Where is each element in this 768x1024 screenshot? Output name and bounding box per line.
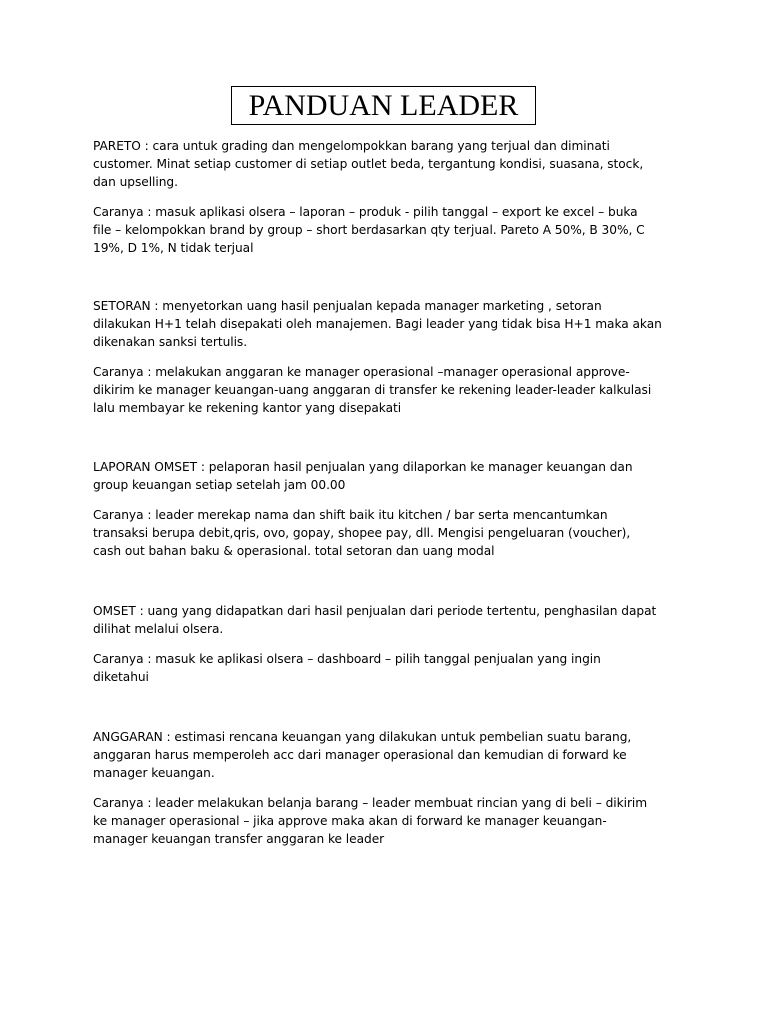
text-line: customer. Minat setiap customer di setiap outlet beda, tergantung kondisi, suasana, stock, [93, 156, 644, 171]
text-line: cash out bahan baku & operasional. total setoran dan uang modal [93, 543, 495, 558]
document-title: PANDUAN LEADER [231, 86, 536, 125]
pareto-definition-paragraph [93, 138, 683, 191]
pareto-steps-paragraph [93, 204, 683, 257]
text-line: file – kelompokkan brand by group – short berdasarkan qty terjual. Pareto A 50%, B 30%, C [93, 222, 645, 237]
text-line: Caranya : masuk ke aplikasi olsera – dashboard – pilih tanggal penjualan yang ingin [93, 652, 601, 666]
text-line: PARETO : cara untuk grading dan mengelompokkan barang yang terjual dan diminati [93, 139, 610, 153]
setoran-definition-paragraph [93, 298, 683, 351]
text-line: Caranya : masuk aplikasi olsera – laporan – produk - pilih tanggal – export ke excel – buka [93, 205, 638, 219]
omset-definition-paragraph [93, 603, 683, 639]
text-line: 19%, D 1%, N tidak terjual [93, 240, 254, 255]
text-line: dan upselling. [93, 174, 178, 189]
text-line: dilakukan H+1 telah disepakati oleh manajemen. Bagi leader yang tidak bisa H+1 maka akan [93, 316, 662, 331]
text-line: dilihat melalui olsera. [93, 621, 224, 636]
laporan-omset-definition-paragraph [93, 459, 683, 495]
text-line: Caranya : leader melakukan belanja barang – leader membuat rincian yang di beli – dikirim [93, 796, 648, 810]
text-line: diketahui [93, 669, 149, 684]
text-line: anggaran harus memperoleh acc dari manager operasional dan kemudian di forward ke [93, 747, 627, 762]
text-line: transaksi berupa debit,qris, ovo, gopay, shopee pay, dll. Mengisi pengeluaran (voucher), [93, 525, 631, 540]
text-line: ANGGARAN : estimasi rencana keuangan yang dilakukan untuk pembelian suatu barang, [93, 730, 632, 744]
text-line: ke manager operasional – jika approve maka akan di forward ke manager keuangan- [93, 813, 607, 828]
text-line: manager keuangan transfer anggaran ke leader [93, 831, 385, 846]
text-line: OMSET : uang yang didapatkan dari hasil penjualan dari periode tertentu, penghasilan dapat [93, 604, 657, 618]
text-line: Caranya : melakukan anggaran ke manager operasional –manager operasional approve- [93, 365, 630, 379]
setoran-steps-paragraph [93, 364, 683, 417]
text-line: lalu membayar ke rekening kantor yang disepakati [93, 400, 402, 415]
omset-steps-paragraph [93, 651, 683, 687]
text-line: dikenakan sanksi tertulis. [93, 334, 248, 349]
text-line: group keuangan setiap setelah jam 00.00 [93, 477, 346, 492]
laporan-omset-steps-paragraph [93, 507, 683, 560]
anggaran-steps-paragraph [93, 795, 683, 848]
anggaran-definition-paragraph [93, 729, 683, 782]
text-line: dikirim ke manager keuangan-uang anggaran di transfer ke rekening leader-leader kalkulasi [93, 382, 652, 397]
text-line: Caranya : leader merekap nama dan shift baik itu kitchen / bar serta mencantumkan [93, 508, 608, 522]
text-line: LAPORAN OMSET : pelaporan hasil penjualan yang dilaporkan ke manager keuangan dan [93, 460, 633, 474]
text-line: manager keuangan. [93, 765, 215, 780]
text-line: SETORAN : menyetorkan uang hasil penjualan kepada manager marketing , setoran [93, 299, 602, 313]
